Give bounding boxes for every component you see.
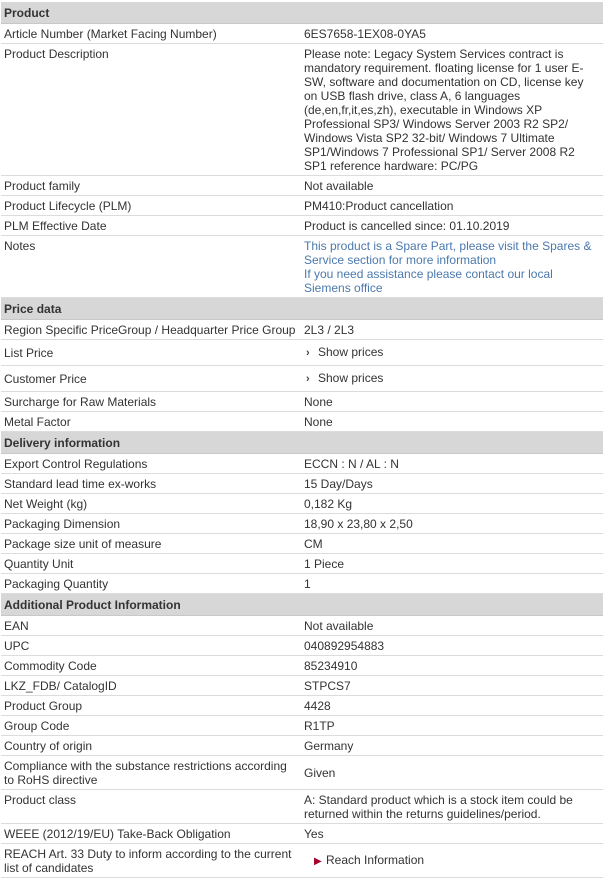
row-value xyxy=(301,236,603,298)
row-label: Region Specific PriceGroup / Headquarter Price Group xyxy=(1,320,301,340)
section-heading: Delivery information xyxy=(1,432,603,454)
row-product-description xyxy=(1,44,603,176)
row-region-price-group xyxy=(1,320,603,340)
row-value: CM xyxy=(301,534,603,554)
row-label: REACH Art. 33 Duty to inform according to the current list of candidates xyxy=(1,844,301,878)
table-row xyxy=(1,494,603,514)
table-row xyxy=(1,474,603,494)
reach-information-label: Reach Information xyxy=(326,853,425,867)
show-customer-prices-button[interactable] xyxy=(304,371,383,386)
row-label: Product class xyxy=(1,790,301,824)
row-value: Not available xyxy=(301,176,603,196)
row-reach xyxy=(1,844,603,878)
row-label: Country of origin xyxy=(1,736,301,756)
row-label: EAN xyxy=(1,616,301,636)
chevron-right-icon: › xyxy=(306,347,310,359)
table-row xyxy=(1,716,603,736)
row-value: Given xyxy=(301,756,603,790)
row-label: WEEE (2012/19/EU) Take-Back Obligation xyxy=(1,824,301,844)
row-metal-factor xyxy=(1,412,603,432)
row-label: Customer Price xyxy=(1,366,301,392)
row-value: Yes xyxy=(301,824,603,844)
row-label: PLM Effective Date xyxy=(1,216,301,236)
row-value: PM410:Product cancellation xyxy=(301,196,603,216)
row-value: 15 Day/Days xyxy=(301,474,603,494)
row-label: Standard lead time ex-works xyxy=(1,474,301,494)
section-price-data xyxy=(1,298,603,320)
row-value: Please note: Legacy System Services contract is mandatory requirement. floating license for 1 user E-SW, software and documentation on CD, license key on USB flash drive, class A, 6 languages (de,en,fr,it,es,zh), executable in Windows XP Professional SP3/ Windows Server 2003 R2 SP2/ Windows Vista SP2 32-bit/ Windows 7 Ultimate SP1/Windows 7 Professional SP1/ Server 2008 R2 SP1 reference hardware: PC/PG xyxy=(301,44,603,176)
section-additional-information xyxy=(1,594,603,616)
row-label: Surcharge for Raw Materials xyxy=(1,392,301,412)
row-plm-effective-date xyxy=(1,216,603,236)
row-notes xyxy=(1,236,603,298)
table-row xyxy=(1,736,603,756)
section-delivery-information xyxy=(1,432,603,454)
triangle-right-icon: ▶ xyxy=(314,856,322,867)
table-row xyxy=(1,824,603,844)
table-row xyxy=(1,756,603,790)
row-label: List Price xyxy=(1,340,301,366)
row-value: STPCS7 xyxy=(301,676,603,696)
section-product xyxy=(1,2,603,24)
row-value: R1TP xyxy=(301,716,603,736)
row-label: Group Code xyxy=(1,716,301,736)
row-label: Compliance with the substance restrictions according to RoHS directive xyxy=(1,756,301,790)
chevron-right-icon: › xyxy=(306,373,310,385)
row-value: 1 Piece xyxy=(301,554,603,574)
row-label: Packaging Quantity xyxy=(1,574,301,594)
row-label: Net Weight (kg) xyxy=(1,494,301,514)
show-prices-label: Show prices xyxy=(318,345,384,359)
row-label: Product family xyxy=(1,176,301,196)
row-value: 040892954883 xyxy=(301,636,603,656)
row-value: 6ES7658-1EX08-0YA5 xyxy=(301,24,603,44)
row-label: Notes xyxy=(1,236,301,298)
table-row xyxy=(1,790,603,824)
section-heading: Product xyxy=(1,2,603,24)
row-value: ECCN : N / AL : N xyxy=(301,454,603,474)
row-product-family xyxy=(1,176,603,196)
show-prices-label: Show prices xyxy=(318,371,384,385)
row-label: Export Control Regulations xyxy=(1,454,301,474)
row-label: Product Description xyxy=(1,44,301,176)
row-surcharge-raw-materials xyxy=(1,392,603,412)
row-value: Not available xyxy=(301,616,603,636)
row-label: Commodity Code xyxy=(1,656,301,676)
table-row xyxy=(1,656,603,676)
row-label: Article Number (Market Facing Number) xyxy=(1,24,301,44)
row-value: 18,90 x 23,80 x 2,50 xyxy=(301,514,603,534)
row-label: Product Lifecycle (PLM) xyxy=(1,196,301,216)
row-label: Quantity Unit xyxy=(1,554,301,574)
table-row xyxy=(1,574,603,594)
row-product-lifecycle xyxy=(1,196,603,216)
row-value: Germany xyxy=(301,736,603,756)
row-value: A: Standard product which is a stock item could be returned within the returns guidelines/period. xyxy=(301,790,603,824)
row-label: UPC xyxy=(1,636,301,656)
row-value: None xyxy=(301,412,603,432)
row-value: Product is cancelled since: 01.10.2019 xyxy=(301,216,603,236)
row-value: 0,182 Kg xyxy=(301,494,603,514)
table-row xyxy=(1,514,603,534)
table-row xyxy=(1,454,603,474)
product-details-table xyxy=(1,2,603,878)
section-heading: Price data xyxy=(1,298,603,320)
row-list-price xyxy=(1,340,603,366)
row-value: 85234910 xyxy=(301,656,603,676)
section-heading: Additional Product Information xyxy=(1,594,603,616)
row-value: None xyxy=(301,392,603,412)
show-list-prices-button[interactable] xyxy=(304,345,383,360)
row-value: 1 xyxy=(301,574,603,594)
table-row xyxy=(1,534,603,554)
row-label: Metal Factor xyxy=(1,412,301,432)
row-customer-price xyxy=(1,366,603,392)
row-value: 4428 xyxy=(301,696,603,716)
row-label: Product Group xyxy=(1,696,301,716)
table-row xyxy=(1,554,603,574)
row-label: Packaging Dimension xyxy=(1,514,301,534)
row-label: LKZ_FDB/ CatalogID xyxy=(1,676,301,696)
table-row xyxy=(1,636,603,656)
contact-office-link[interactable]: If you need assistance please contact our local Siemens office xyxy=(304,267,553,295)
row-article-number xyxy=(1,24,603,44)
row-label: Package size unit of measure xyxy=(1,534,301,554)
row-value: 2L3 / 2L3 xyxy=(301,320,603,340)
reach-information-link[interactable] xyxy=(304,853,424,869)
table-row xyxy=(1,616,603,636)
table-row xyxy=(1,676,603,696)
table-row xyxy=(1,696,603,716)
spare-part-link[interactable]: This product is a Spare Part, please visit the Spares & Service section for more information xyxy=(304,239,592,267)
